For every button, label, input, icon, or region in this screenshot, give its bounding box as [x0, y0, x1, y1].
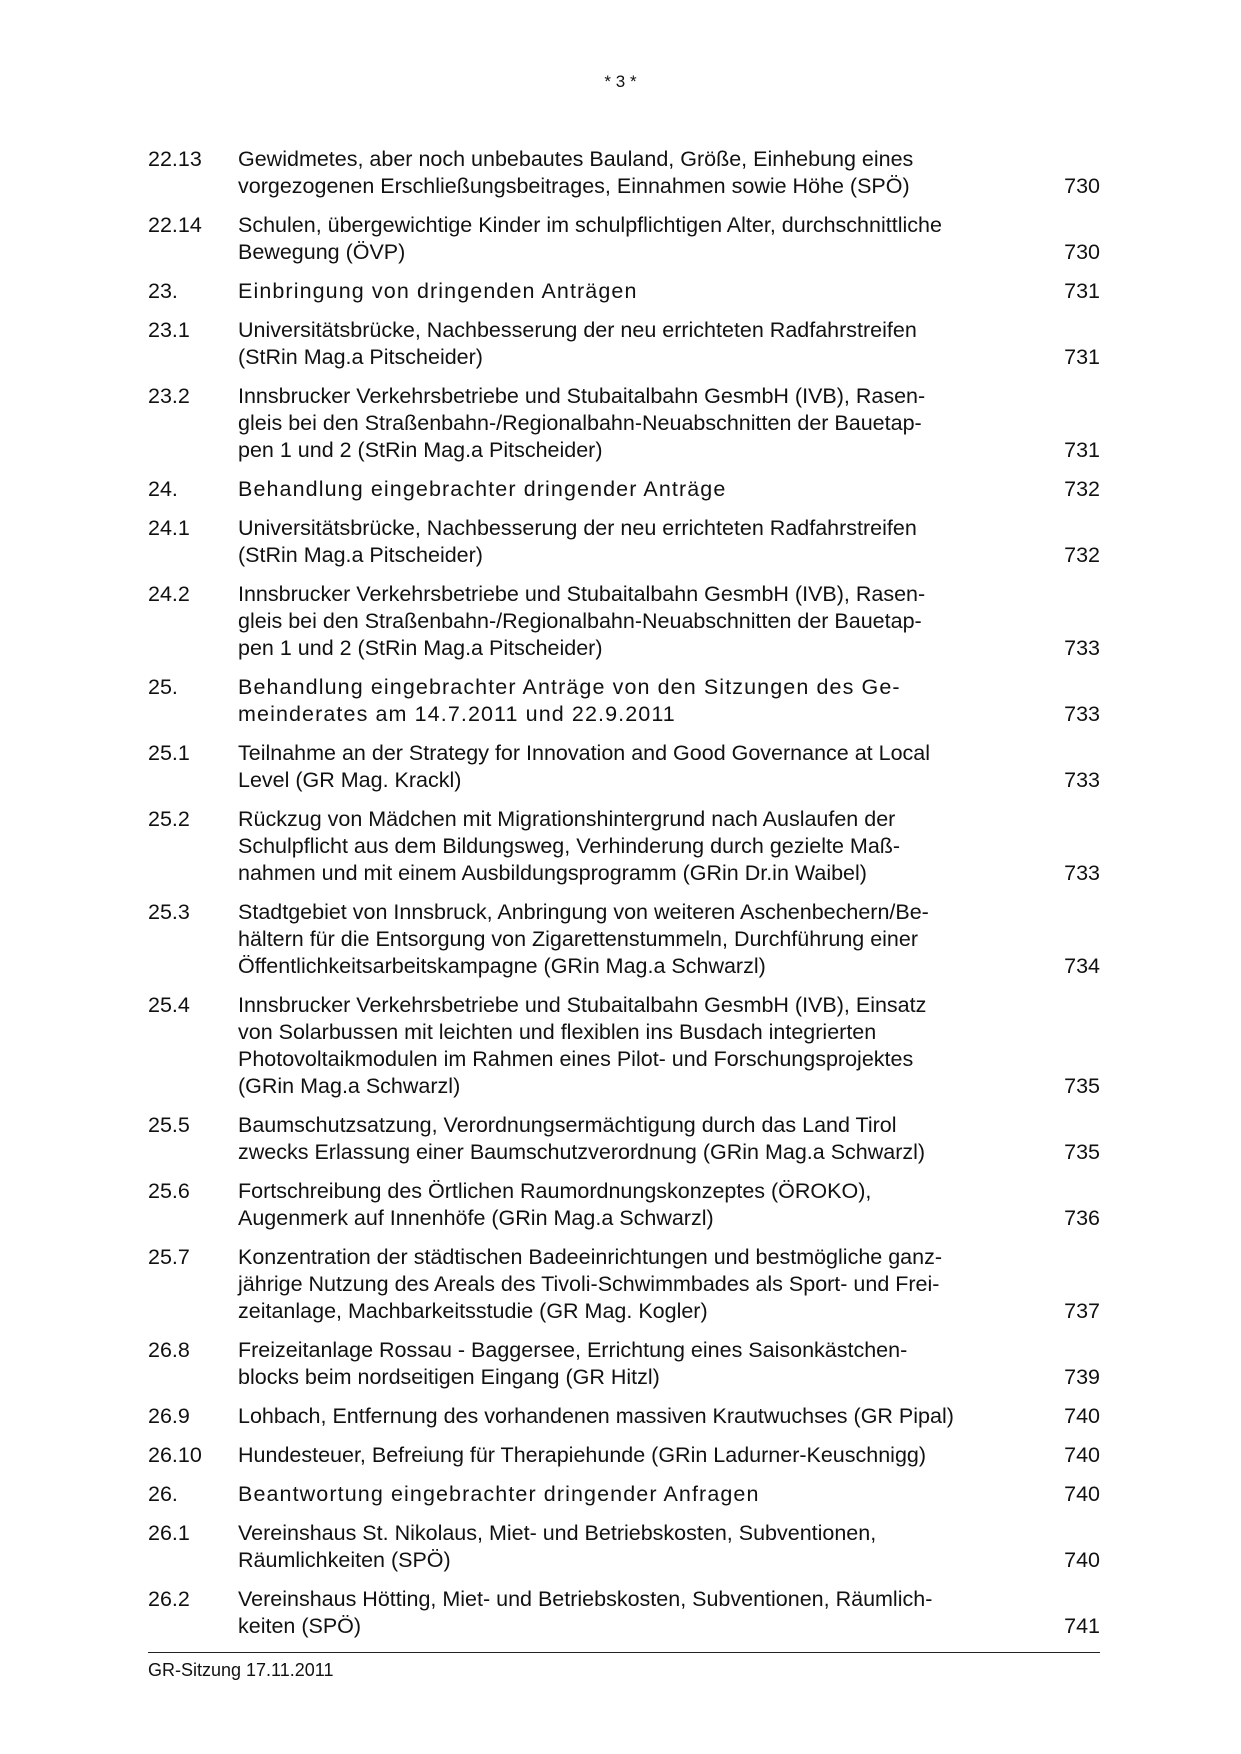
toc-entry-page: 731: [1064, 279, 1100, 303]
toc-entry-page: 732: [1064, 543, 1100, 567]
toc-entry: [148, 1337, 1100, 1391]
toc-entry-text: Vereinshaus Hötting, Miet- und Betriebskosten, Subventionen, Räumlich- keiten (SPÖ): [238, 1587, 933, 1638]
toc-entry-text: Teilnahme an der Strategy for Innovation and Good Governance at Local Level (GR Mag. Krackl): [238, 741, 931, 792]
toc-entry-num: 26.2: [148, 1587, 190, 1611]
toc-entry-num: 22.13: [148, 147, 202, 171]
toc-entry-text: Universitätsbrücke, Nachbesserung der neu errichteten Radfahrstreifen (StRin Mag.a Pitscheider): [238, 516, 917, 567]
toc-entry-text: Gewidmetes, aber noch unbebautes Bauland, Größe, Einhebung eines vorgezogenen Erschließungsbeitrages, Einnahmen sowie Höhe (SPÖ): [238, 147, 914, 198]
toc-entry-page: 733: [1064, 861, 1100, 885]
toc-entry: [148, 1112, 1100, 1166]
toc-entry: [148, 1442, 1100, 1469]
toc-entry: [148, 515, 1100, 569]
toc-entry-page: 737: [1064, 1299, 1100, 1323]
toc-entry: [148, 146, 1100, 200]
toc-entry-page: 731: [1064, 345, 1100, 369]
toc-entry-text: Freizeitanlage Rossau - Baggersee, Errichtung eines Saisonkästchen- blocks beim nordseitigen Eingang (GR Hitzl): [238, 1338, 908, 1389]
toc-entry: [148, 212, 1100, 266]
toc-entry-text: Innsbrucker Verkehrsbetriebe und Stubaitalbahn GesmbH (IVB), Rasen- gleis bei den Straßenbahn-/Regionalbahn-Neuabschnitten der Bauetap- pen 1 und 2 (StRin Mag.a Pitscheider): [238, 582, 926, 660]
toc-entry: [148, 1520, 1100, 1574]
toc-entry-num: 25.5: [148, 1113, 190, 1137]
toc-entry-num: 23.: [148, 279, 178, 303]
toc-entry: [148, 581, 1100, 662]
toc-entry-page: 735: [1064, 1140, 1100, 1164]
toc-entry-page: 740: [1064, 1404, 1100, 1428]
toc-entry-text: Rückzug von Mädchen mit Migrationshintergrund nach Auslaufen der Schulpflicht aus dem Bildungsweg, Verhinderung durch gezielte Maß- nahmen und mit einem Ausbildungsprogramm (GRin Dr.in Waibel): [238, 807, 901, 885]
toc-entry-num: 26.9: [148, 1404, 190, 1428]
toc-entry: [148, 899, 1100, 980]
toc-entry-page: 739: [1064, 1365, 1100, 1389]
toc-entry-page: 736: [1064, 1206, 1100, 1230]
toc-entry: [148, 1244, 1100, 1325]
toc-entry: [148, 740, 1100, 794]
toc-entry-page: 740: [1064, 1443, 1100, 1467]
toc-entry-num: 23.1: [148, 318, 190, 342]
toc-entry: [148, 1178, 1100, 1232]
toc-entry-text: Behandlung eingebrachter Anträge von den Sitzungen des Ge- meinderates am 14.7.2011 und 22.9.2011: [238, 675, 901, 726]
toc-entry-text: Behandlung eingebrachter dringender Anträge: [238, 477, 727, 501]
toc-entry-page: 730: [1064, 240, 1100, 264]
toc-entry-num: 26.1: [148, 1521, 190, 1545]
toc-entry-page: 741: [1064, 1614, 1100, 1638]
toc-entry-num: 25.6: [148, 1179, 190, 1203]
toc-entry-page: 735: [1064, 1074, 1100, 1098]
toc-entry-text: Baumschutzsatzung, Verordnungsermächtigung durch das Land Tirol zwecks Erlassung einer Baumschutzverordnung (GRin Mag.a Schwarzl): [238, 1113, 926, 1164]
toc-entry-page: 733: [1064, 768, 1100, 792]
toc-entry: [148, 1403, 1100, 1430]
footer-text: GR-Sitzung 17.11.2011: [148, 1660, 334, 1680]
toc-section-heading: [148, 278, 1100, 305]
toc-entry-num: 25.2: [148, 807, 190, 831]
toc-section-heading: [148, 476, 1100, 503]
toc-entry: [148, 806, 1100, 887]
toc-entry-num: 26.: [148, 1482, 178, 1506]
toc-entry-page: 740: [1064, 1548, 1100, 1572]
toc-entry: [148, 317, 1100, 371]
toc-entry-text: Fortschreibung des Örtlichen Raumordnungskonzeptes (ÖROKO), Augenmerk auf Innenhöfe (GRin Mag.a Schwarzl): [238, 1179, 872, 1230]
toc-entry-num: 25.: [148, 675, 178, 699]
toc-entry-text: Beantwortung eingebrachter dringender Anfragen: [238, 1482, 760, 1506]
toc-entry-text: Einbringung von dringenden Anträgen: [238, 279, 638, 303]
toc-entry-num: 25.3: [148, 900, 190, 924]
toc-entry: [148, 383, 1100, 464]
toc-entry-num: 25.1: [148, 741, 190, 765]
toc-entry-page: 733: [1064, 702, 1100, 726]
toc-entry-text: Innsbrucker Verkehrsbetriebe und Stubaitalbahn GesmbH (IVB), Rasen- gleis bei den Straßenbahn-/Regionalbahn-Neuabschnitten der Bauetap- pen 1 und 2 (StRin Mag.a Pitscheider): [238, 384, 926, 462]
toc-entry-text: Schulen, übergewichtige Kinder im schulpflichtigen Alter, durchschnittliche Bewegung (ÖVP): [238, 213, 942, 264]
toc-entry-num: 23.2: [148, 384, 190, 408]
toc-section-heading: [148, 1481, 1100, 1508]
toc-entry-num: 24.1: [148, 516, 190, 540]
toc-entry-text: Lohbach, Entfernung des vorhandenen massiven Krautwuchses (GR Pipal): [238, 1404, 954, 1428]
toc-entry-num: 26.10: [148, 1443, 202, 1467]
toc-entry-page: 734: [1064, 954, 1100, 978]
toc-entry-page: 733: [1064, 636, 1100, 660]
toc-entry-page: 730: [1064, 174, 1100, 198]
footer-divider: [148, 1652, 1100, 1653]
toc-entry: [148, 992, 1100, 1100]
toc-entry-num: 24.2: [148, 582, 190, 606]
toc-entry-num: 25.4: [148, 993, 190, 1017]
toc-entry-num: 22.14: [148, 213, 202, 237]
toc-entry: [148, 1586, 1100, 1640]
toc-entry-text: Vereinshaus St. Nikolaus, Miet- und Betriebskosten, Subventionen, Räumlichkeiten (SPÖ): [238, 1521, 877, 1572]
toc-entry-text: Innsbrucker Verkehrsbetriebe und Stubaitalbahn GesmbH (IVB), Einsatz von Solarbussen mit leichten und flexiblen ins Busdach integrierten Photovoltaikmodulen im Rahmen eines Pilot- und Forschungsprojektes (GRin Mag.a Schwarzl): [238, 993, 927, 1098]
toc-entry-text: Hundesteuer, Befreiung für Therapiehunde (GRin Ladurner-Keuschnigg): [238, 1443, 927, 1467]
toc-entry-page: 731: [1064, 438, 1100, 462]
toc-entry-text: Konzentration der städtischen Badeeinrichtungen und bestmögliche ganz- jährige Nutzung des Areals des Tivoli-Schwimmbades als Sport- und Frei- zeitanlage, Machbarkeitsstudie (GR Mag. Kogler): [238, 1245, 942, 1323]
toc-entry-num: 25.7: [148, 1245, 190, 1269]
toc-entry-page: 740: [1064, 1482, 1100, 1506]
table-of-contents: [148, 146, 1100, 1652]
toc-entry-text: Universitätsbrücke, Nachbesserung der neu errichteten Radfahrstreifen (StRin Mag.a Pitscheider): [238, 318, 917, 369]
toc-entry-num: 24.: [148, 477, 178, 501]
toc-entry-num: 26.8: [148, 1338, 190, 1362]
toc-section-heading: [148, 674, 1100, 728]
toc-entry-text: Stadtgebiet von Innsbruck, Anbringung von weiteren Aschenbechern/Be- hältern für die Entsorgung von Zigarettenstummeln, Durchführung einer Öffentlichkeitsarbeitskampagne (GRin Mag.a Schwarzl): [238, 900, 929, 978]
toc-entry-page: 732: [1064, 477, 1100, 501]
page-number: * 3 *: [604, 72, 637, 91]
